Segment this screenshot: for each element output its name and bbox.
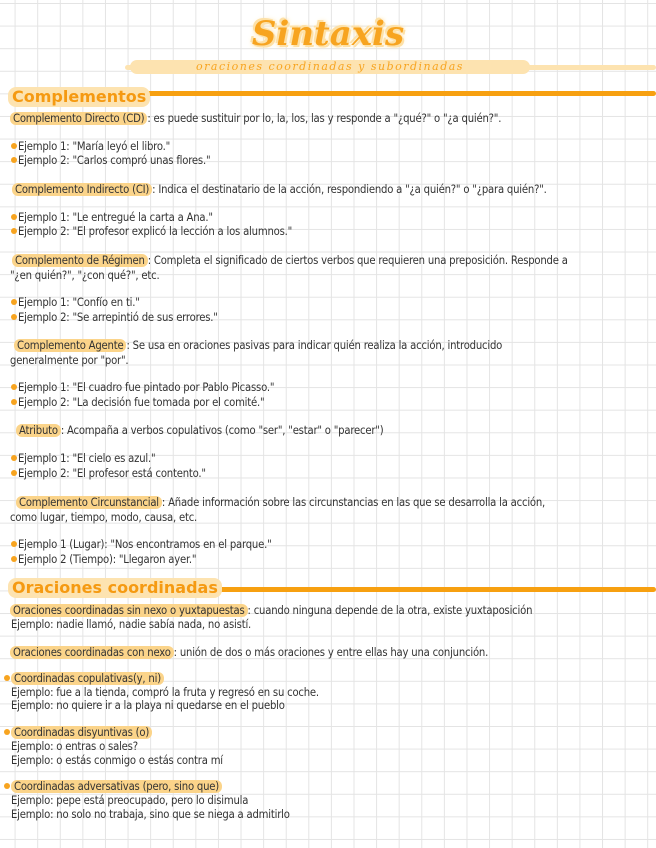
definition-text: : Acompaña a verbos copulativos (como "ser", "estar" o "parecer") <box>60 424 384 437</box>
definition-text: generalmente por "por". <box>10 354 129 367</box>
cr-definition <box>12 254 568 268</box>
example-text: Ejemplo: o entras o sales? <box>11 740 138 753</box>
list-item <box>4 726 152 740</box>
list-item <box>11 381 274 395</box>
term-highlight: Coordinadas copulativas(y, ni) <box>11 672 164 685</box>
list-item <box>4 780 222 794</box>
definition-text: : Añade información sobre las circunstancias en las que se desarrolla la acción, <box>161 496 546 509</box>
definition-text: como lugar, tiempo, modo, causa, etc. <box>10 511 198 524</box>
list-item <box>11 296 140 310</box>
bullet-icon <box>11 143 17 149</box>
definition-text: : es puede sustituir por lo, la, los, las y responde a "¿qué?" o "¿a quién?". <box>147 112 502 125</box>
list-item <box>11 140 170 154</box>
subtitle-decoration <box>522 65 656 70</box>
bullet-icon <box>4 729 10 735</box>
term-highlight: Atributo <box>16 424 61 437</box>
bullet-icon <box>11 299 17 305</box>
example-text: Ejemplo 1: "María leyó el libro." <box>18 140 171 153</box>
list-item <box>11 538 272 552</box>
example-text: Ejemplo 1: "El cielo es azul." <box>18 452 156 465</box>
bullet-icon <box>11 384 17 390</box>
term-highlight: Oraciones coordinadas con nexo <box>10 646 174 659</box>
example-text: Ejemplo: o estás conmigo o estás contra mí <box>11 754 223 767</box>
cd-definition <box>10 112 501 126</box>
example-text: Ejemplo 1: "Le entregué la carta a Ana." <box>18 211 213 224</box>
list-item <box>11 467 206 481</box>
bullet-icon <box>11 157 17 163</box>
definition-text: : Se usa en oraciones pasivas para indicar quién realiza la acción, introducido <box>126 339 503 352</box>
ci-definition <box>12 183 547 197</box>
bullet-icon <box>4 675 10 681</box>
bullet-icon <box>11 541 17 547</box>
section-divider <box>128 91 656 96</box>
bullet-icon <box>11 214 17 220</box>
example-text: Ejemplo: no solo no trabaja, sino que se niega a admitirlo <box>11 808 290 821</box>
term-highlight: Complemento de Régimen <box>12 254 148 267</box>
example-text: Ejemplo 1: "El cuadro fue pintado por Pablo Picasso." <box>18 381 275 394</box>
section-divider <box>200 587 656 592</box>
term-highlight: Complemento Indirecto (CI) <box>12 183 152 196</box>
definition-text: : Completa el significado de ciertos verbos que requieren una preposición. Responde a <box>147 254 568 267</box>
example-text: Ejemplo 2: "El profesor está contento." <box>18 467 206 480</box>
bullet-icon <box>4 783 10 789</box>
section-heading: Complementos <box>8 87 150 107</box>
example-text: Ejemplo: nadie llamó, nadie sabía nada, no asistí. <box>11 618 252 631</box>
example-text: Ejemplo: pepe está preocupado, pero lo disimula <box>11 794 249 807</box>
definition-text: : cuando ninguna depende de la otra, existe yuxtaposición <box>247 604 533 617</box>
example-text: Ejemplo 1 (Lugar): "Nos encontramos en el parque." <box>18 538 272 551</box>
list-item <box>11 154 210 168</box>
term-highlight: Complemento Circunstancial <box>16 496 162 509</box>
list-item <box>4 672 164 686</box>
page-subtitle: oraciones coordinadas y subordinadas <box>130 60 530 74</box>
bullet-icon <box>11 470 17 476</box>
sin-nexo-definition <box>10 604 532 618</box>
bullet-icon <box>11 455 17 461</box>
list-item <box>11 311 218 325</box>
ca-definition <box>14 339 502 353</box>
cc-definition <box>16 496 545 510</box>
con-nexo-definition <box>10 646 488 660</box>
term-highlight: Oraciones coordinadas sin nexo o yuxtapuestas <box>10 604 248 617</box>
atributo-definition <box>16 424 383 438</box>
definition-text: "¿en quién?", "¿con qué?", etc. <box>10 269 160 282</box>
list-item <box>11 211 213 225</box>
page-title: Sintaxis <box>251 14 405 54</box>
list-item <box>11 452 155 466</box>
list-item <box>11 225 292 239</box>
example-text: Ejemplo 2: "El profesor explicó la lección a los alumnos." <box>18 225 293 238</box>
term-highlight: Complemento Directo (CD) <box>10 112 147 125</box>
term-highlight: Coordinadas adversativas (pero, sino que) <box>11 780 222 793</box>
bullet-icon <box>11 314 17 320</box>
bullet-icon <box>11 399 17 405</box>
term-highlight: Complemento Agente <box>14 339 126 352</box>
bullet-icon <box>11 228 17 234</box>
example-text: Ejemplo 2 (Tiempo): "Llegaron ayer." <box>18 553 197 566</box>
term-highlight: Coordinadas disyuntivas (o) <box>11 726 152 739</box>
definition-text: : Indica el destinatario de la acción, respondiendo a "¿a quién?" o "¿para quién?". <box>152 183 547 196</box>
list-item <box>11 396 264 410</box>
example-text: Ejemplo 2: "Carlos compró unas flores." <box>18 154 211 167</box>
example-text: Ejemplo: no quiere ir a la playa ni quedarse en el pueblo <box>11 699 285 712</box>
section-heading: Oraciones coordinadas <box>8 578 222 598</box>
example-text: Ejemplo 2: "Se arrepintió de sus errores." <box>18 311 218 324</box>
definition-text: : unión de dos o más oraciones y entre ellas hay una conjunción. <box>173 646 489 659</box>
list-item <box>11 553 196 567</box>
example-text: Ejemplo 2: "La decisión fue tomada por el comité." <box>18 396 265 409</box>
example-text: Ejemplo 1: "Confío en ti." <box>18 296 140 309</box>
example-text: Ejemplo: fue a la tienda, compró la fruta y regresó en su coche. <box>11 686 319 699</box>
bullet-icon <box>11 556 17 562</box>
